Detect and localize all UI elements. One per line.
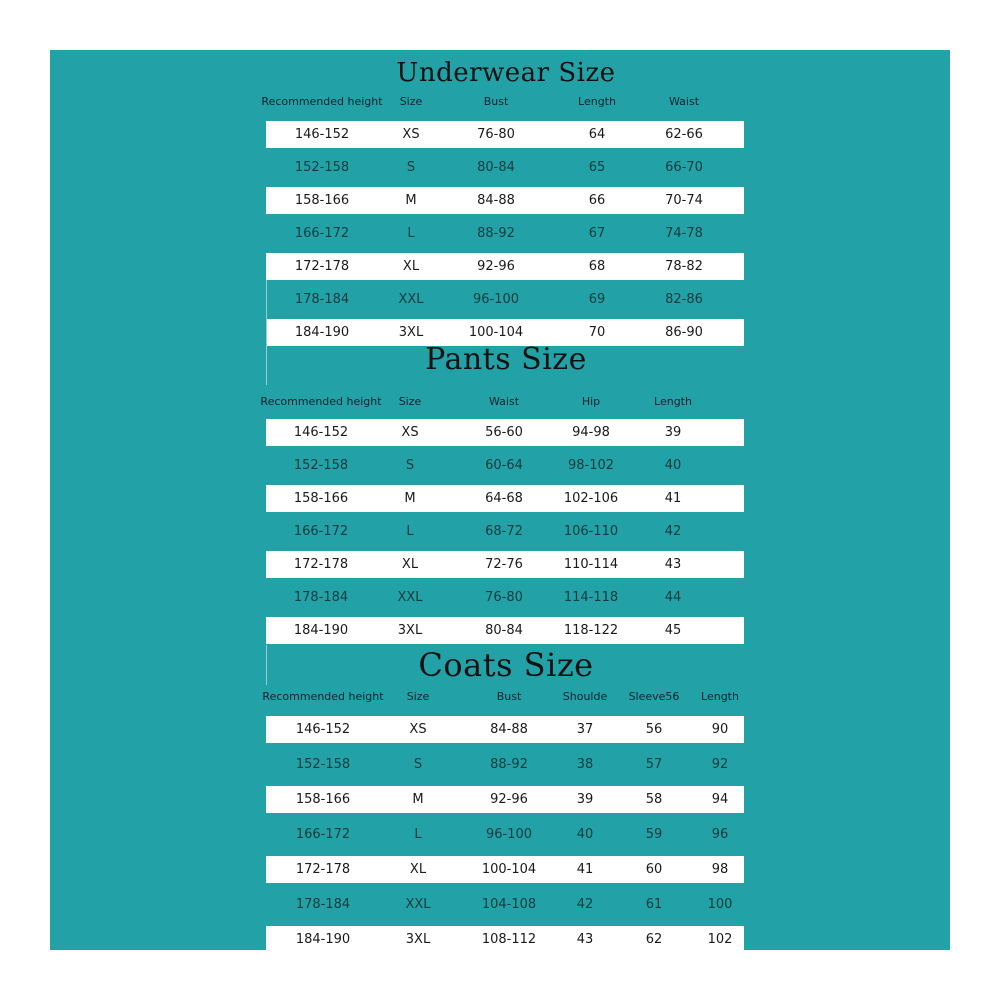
table-cell: 158-166 — [294, 193, 350, 208]
column-header: Length — [578, 95, 616, 108]
table-cell: 38 — [576, 757, 594, 772]
table-cell: 66-70 — [665, 160, 703, 175]
table-cell: 72-76 — [485, 557, 523, 572]
table-cell: 45 — [664, 623, 682, 638]
table-cell: 172-178 — [293, 557, 349, 572]
table-cell: 100-104 — [481, 862, 537, 877]
table-cell: 88-92 — [490, 757, 528, 772]
table-cell: 42 — [576, 897, 594, 912]
table-cell: 172-178 — [295, 862, 351, 877]
table-cell: 82-86 — [665, 292, 703, 307]
table-cell: 56-60 — [485, 425, 523, 440]
divider-line — [266, 645, 267, 685]
underwear-title: Underwear Size — [396, 58, 616, 88]
table-row — [266, 856, 744, 883]
table-row — [266, 154, 744, 181]
table-cell: 110-114 — [563, 557, 619, 572]
table-cell: S — [413, 757, 423, 772]
table-cell: 67 — [588, 226, 606, 241]
table-row — [266, 786, 744, 813]
table-cell: 94 — [711, 792, 729, 807]
table-cell: 78-82 — [665, 259, 703, 274]
table-cell: 184-190 — [295, 932, 351, 947]
table-cell: 70 — [588, 325, 606, 340]
column-header: Length — [701, 690, 739, 703]
table-cell: 69 — [588, 292, 606, 307]
column-header: Waist — [488, 395, 520, 408]
table-cell: 100-104 — [468, 325, 524, 340]
table-cell: XXL — [397, 590, 423, 605]
table-row — [266, 485, 744, 512]
table-cell: 43 — [576, 932, 594, 947]
table-cell: 100 — [707, 897, 733, 912]
table-row — [266, 121, 744, 148]
underwear-header-row — [261, 95, 746, 113]
table-cell: XS — [402, 127, 420, 142]
table-cell: 64-68 — [485, 491, 523, 506]
table-cell: 3XL — [397, 623, 423, 638]
table-cell: 114-118 — [563, 590, 619, 605]
table-cell: 84-88 — [490, 722, 528, 737]
table-cell: 98-102 — [567, 458, 615, 473]
table-cell: XS — [401, 425, 419, 440]
table-cell: 3XL — [405, 932, 431, 947]
column-header: Recommended height — [261, 95, 383, 108]
table-cell: XL — [409, 862, 427, 877]
table-cell: 166-172 — [295, 827, 351, 842]
coats-title: Coats Size — [418, 646, 594, 684]
table-cell: 40 — [576, 827, 594, 842]
table-cell: XXL — [405, 897, 431, 912]
table-row — [266, 751, 744, 778]
table-cell: 39 — [576, 792, 594, 807]
table-cell: 70-74 — [665, 193, 703, 208]
table-cell: L — [407, 226, 415, 241]
column-header: Size — [406, 690, 430, 703]
table-cell: M — [412, 792, 424, 807]
table-cell: S — [406, 160, 416, 175]
table-cell: M — [404, 491, 416, 506]
table-cell: 57 — [645, 757, 663, 772]
table-cell: 56 — [645, 722, 663, 737]
table-cell: 65 — [588, 160, 606, 175]
column-header: Size — [399, 95, 423, 108]
table-cell: 80-84 — [485, 623, 523, 638]
table-cell: 76-80 — [477, 127, 515, 142]
table-cell: 66 — [588, 193, 606, 208]
table-cell: 98 — [711, 862, 729, 877]
column-header: Recommended height — [262, 690, 384, 703]
table-cell: 106-110 — [563, 524, 619, 539]
table-cell: 96 — [711, 827, 729, 842]
table-row — [266, 891, 744, 918]
column-header: Size — [398, 395, 422, 408]
table-cell: 44 — [664, 590, 682, 605]
table-row — [266, 253, 744, 280]
table-cell: XL — [401, 557, 419, 572]
table-cell: 3XL — [398, 325, 424, 340]
table-cell: 178-184 — [293, 590, 349, 605]
table-cell: 39 — [664, 425, 682, 440]
table-cell: 37 — [576, 722, 594, 737]
table-cell: 152-158 — [295, 757, 351, 772]
table-row — [266, 518, 744, 545]
table-cell: 64 — [588, 127, 606, 142]
table-cell: XL — [402, 259, 420, 274]
table-cell: 92-96 — [490, 792, 528, 807]
table-cell: 76-80 — [485, 590, 523, 605]
column-header: Recommended height — [260, 395, 382, 408]
table-cell: 58 — [645, 792, 663, 807]
table-cell: 152-158 — [294, 160, 350, 175]
coats-size-table — [262, 644, 746, 950]
table-cell: L — [406, 524, 414, 539]
column-header: Sleeve56 — [628, 690, 680, 703]
table-row — [266, 187, 744, 214]
column-header: Waist — [668, 95, 700, 108]
table-cell: 108-112 — [481, 932, 537, 947]
column-header: Hip — [581, 395, 601, 408]
table-cell: 102 — [707, 932, 733, 947]
table-cell: 166-172 — [294, 226, 350, 241]
table-cell: 172-178 — [294, 259, 350, 274]
table-row — [266, 452, 744, 479]
table-cell: 41 — [664, 491, 682, 506]
table-cell: 60 — [645, 862, 663, 877]
table-cell: 42 — [664, 524, 682, 539]
table-cell: 94-98 — [572, 425, 610, 440]
table-cell: 158-166 — [293, 491, 349, 506]
table-cell: 96-100 — [485, 827, 533, 842]
table-cell: 86-90 — [665, 325, 703, 340]
table-cell: 152-158 — [293, 458, 349, 473]
pants-size-table — [260, 340, 746, 640]
table-cell: XS — [409, 722, 427, 737]
table-row — [266, 220, 744, 247]
pants-header-row — [260, 395, 746, 413]
table-cell: 80-84 — [477, 160, 515, 175]
table-cell: 184-190 — [293, 623, 349, 638]
table-cell: 92-96 — [477, 259, 515, 274]
table-row — [266, 617, 744, 644]
table-cell: 146-152 — [295, 722, 351, 737]
table-cell: 90 — [711, 722, 729, 737]
table-row — [266, 551, 744, 578]
table-cell: 61 — [645, 897, 663, 912]
table-cell: 43 — [664, 557, 682, 572]
table-cell: 184-190 — [294, 325, 350, 340]
pants-title: Pants Size — [425, 342, 587, 377]
table-cell: 102-106 — [563, 491, 619, 506]
table-cell: 88-92 — [477, 226, 515, 241]
column-header: Shoulde — [562, 690, 608, 703]
table-cell: 84-88 — [477, 193, 515, 208]
table-row — [266, 821, 744, 848]
column-header: Length — [654, 395, 692, 408]
table-cell: XXL — [398, 292, 424, 307]
table-cell: 178-184 — [295, 897, 351, 912]
divider-line — [266, 280, 267, 385]
table-cell: 41 — [576, 862, 594, 877]
column-header: Bust — [483, 95, 509, 108]
table-cell: 118-122 — [563, 623, 619, 638]
table-cell: 146-152 — [294, 127, 350, 142]
table-cell: S — [405, 458, 415, 473]
table-cell: 59 — [645, 827, 663, 842]
table-cell: 68-72 — [485, 524, 523, 539]
table-cell: 158-166 — [295, 792, 351, 807]
table-cell: 166-172 — [293, 524, 349, 539]
table-row — [266, 419, 744, 446]
table-row — [266, 926, 744, 953]
underwear-size-table — [261, 50, 746, 350]
table-cell: 68 — [588, 259, 606, 274]
column-header: Bust — [496, 690, 522, 703]
table-cell: 146-152 — [293, 425, 349, 440]
table-row — [266, 584, 744, 611]
table-row — [266, 716, 744, 743]
table-cell: 96-100 — [472, 292, 520, 307]
table-cell: 60-64 — [485, 458, 523, 473]
table-cell: 74-78 — [665, 226, 703, 241]
table-row — [266, 286, 744, 313]
table-cell: 62-66 — [665, 127, 703, 142]
table-cell: 92 — [711, 757, 729, 772]
table-cell: L — [414, 827, 422, 842]
table-cell: 104-108 — [481, 897, 537, 912]
table-cell: 178-184 — [294, 292, 350, 307]
coats-header-row — [262, 690, 746, 708]
table-cell: 62 — [645, 932, 663, 947]
table-cell: M — [405, 193, 417, 208]
table-cell: 40 — [664, 458, 682, 473]
